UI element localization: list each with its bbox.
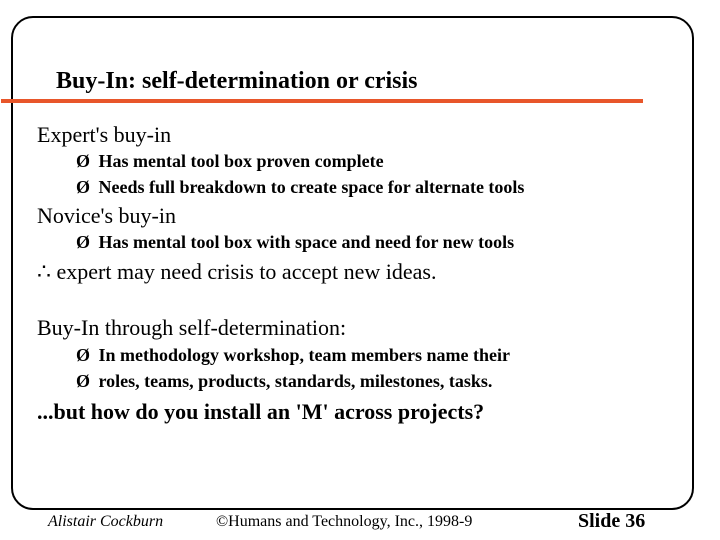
list-item-text: Has mental tool box with space and need for new tools bbox=[98, 232, 515, 252]
title-underline bbox=[1, 99, 643, 103]
list-item bbox=[76, 371, 492, 392]
list-item bbox=[76, 232, 514, 253]
novice-heading: Novice's buy-in bbox=[37, 203, 176, 228]
therefore-icon: ∴ bbox=[37, 259, 51, 284]
expert-heading: Expert's buy-in bbox=[37, 122, 172, 147]
closing-question: ...but how do you install an 'M' across projects? bbox=[37, 399, 485, 424]
self-determination-heading: Buy-In through self-determination: bbox=[37, 315, 347, 340]
list-item bbox=[76, 177, 524, 198]
list-item bbox=[76, 345, 510, 366]
list-item-text: Has mental tool box proven complete bbox=[98, 151, 384, 171]
slide-title: Buy-In: self-determination or crisis bbox=[56, 68, 418, 94]
arrow-bullet-icon: Ø bbox=[76, 345, 91, 365]
arrow-bullet-icon: Ø bbox=[76, 151, 91, 171]
list-item-text: In methodology workshop, team members name their bbox=[98, 345, 510, 365]
arrow-bullet-icon: Ø bbox=[76, 371, 91, 391]
conclusion-line bbox=[37, 259, 436, 285]
footer-copyright: ©Humans and Technology, Inc., 1998-9 bbox=[216, 513, 473, 530]
conclusion-text: expert may need crisis to accept new ideas. bbox=[56, 259, 437, 284]
slide-number: Slide 36 bbox=[578, 510, 646, 532]
footer-author: Alistair Cockburn bbox=[48, 513, 164, 530]
list-item-text: roles, teams, products, standards, milestones, tasks. bbox=[98, 371, 493, 391]
arrow-bullet-icon: Ø bbox=[76, 232, 91, 252]
list-item bbox=[76, 151, 384, 172]
list-item-text: Needs full breakdown to create space for alternate tools bbox=[98, 177, 525, 197]
arrow-bullet-icon: Ø bbox=[76, 177, 91, 197]
